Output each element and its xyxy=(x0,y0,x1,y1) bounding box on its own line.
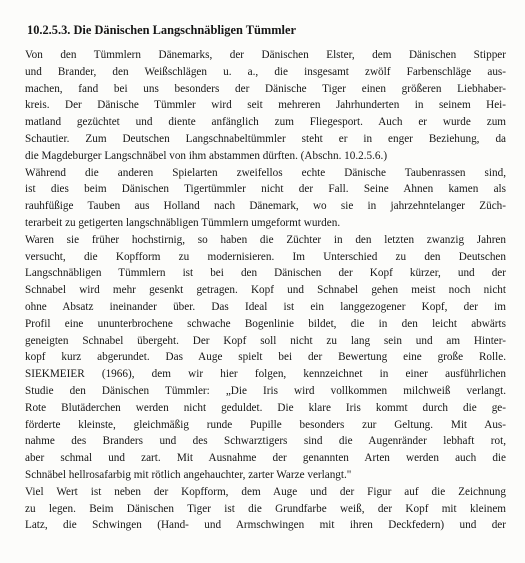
text-line: Schnäbel hellrosafarbig mit rötlich angehauchter, zarter Warze verlangt." xyxy=(25,468,352,481)
text-line: SIEKMEIER (1966), dem wir hier folgen, kennzeichnet in einer ausführlichen xyxy=(25,368,506,381)
text-line: Schautier. Zum Deutschen Langschnabeltümmler steht er in enger Beziehung, da xyxy=(25,132,506,145)
text-line: ohne Absatz ineinander über. Das Ideal ist ein langgezogener Kopf, der im xyxy=(25,300,506,313)
text-line: Langschnäbligen Tümmlern ist bei den Dänischen der Kopf kürzer, und der xyxy=(25,267,506,280)
body-text xyxy=(25,47,506,534)
text-line: geneigten Schnabel übergeht. Der Kopf soll nicht zu lang sein und am Hinter- xyxy=(25,334,506,347)
text-line: nahme des Branders und des Schwarztigers sind die Augenränder lebhaft rot, xyxy=(25,435,506,448)
text-line: kreis. Der Dänische Tümmler wird seit mehreren Jahrhunderten in seinem Hei- xyxy=(25,99,506,112)
text-line: Von den Tümmlern Dänemarks, der Dänischen Elster, dem Dänischen Stipper xyxy=(25,49,506,61)
text-line: Waren sie früher hochstirnig, so haben die Züchter in den letzten zwanzig Jahren xyxy=(25,233,506,246)
text-line: die Magdeburger Langschnäbel von ihm abstammen dürften. (Abschn. 10.2.5.6.) xyxy=(25,149,388,162)
text-line: Viel Wert ist neben der Kopfform, dem Auge und der Figur auf die Zeichnung xyxy=(25,485,506,498)
text-line: Profil eine ununterbrochene schwache Bogenlinie bildet, die in den leicht abwärts xyxy=(25,317,506,330)
text-line: Schnabel wird mehr gesenkt getragen. Kopf und Schnabel gehen meist noch nicht xyxy=(25,284,506,297)
text-line: versucht, die Kopfform zu modernisieren. Im Unterschied zu den Deutschen xyxy=(25,250,506,263)
text-line: kopf kurz abgerundet. Das Auge spielt bei der Bewertung eine große Rolle. xyxy=(25,351,506,364)
text-line: Latz, die Schwingen (Hand- und Armschwingen mit ihren Deckfedern) und der xyxy=(25,519,506,532)
text-line: Rote Blutäderchen werden nicht geduldet. Die klare Iris kommt durch die ge- xyxy=(25,401,506,414)
text-line: ist dies beim Dänischen Tigertümmler nicht der Fall. Seine Ahnen kamen als xyxy=(25,183,506,196)
text-line: Während die anderen Spielarten zweifellos echte Dänische Taubenrassen sind, xyxy=(25,166,506,179)
section-heading: 10.2.5.3. Die Dänischen Langschnäbligen Tümmler xyxy=(27,23,296,37)
text-line: matland gezüchtet und diente anfänglich zum Fliegesport. Auch er wurde zum xyxy=(25,116,506,129)
text-line: und Brander, den Weißschlägen u. a., die insgesamt zwölf Farbenschläge aus- xyxy=(25,65,506,78)
text-line: zu legen. Beim Dänischen Tiger ist die Grundfarbe weiß, der Kopf mit kleinem xyxy=(25,502,506,515)
text-line: terarbeit zu getigerten langschnäbligen Tümmlern umgeformt wurden. xyxy=(25,216,341,229)
text-line: Studie den Dänischen Tümmler: „Die Iris wird vollkommen milchweiß verlangt. xyxy=(25,384,506,397)
text-line: rauhfüßige Tauben aus Holland nach Dänemark, wo sie in jahrzehntelanger Züch- xyxy=(25,200,506,213)
text-line: machen, fand bei uns besonders der Dänische Tiger einen größeren Liebhaber- xyxy=(25,82,506,95)
text-line: aber schmal und zart. Mit Ausnahme der genannten Arten werden auch die xyxy=(25,452,506,465)
text-line: förderte kleinste, gleichmäßig runde Pupille besonders zur Geltung. Mit Aus- xyxy=(25,418,506,431)
